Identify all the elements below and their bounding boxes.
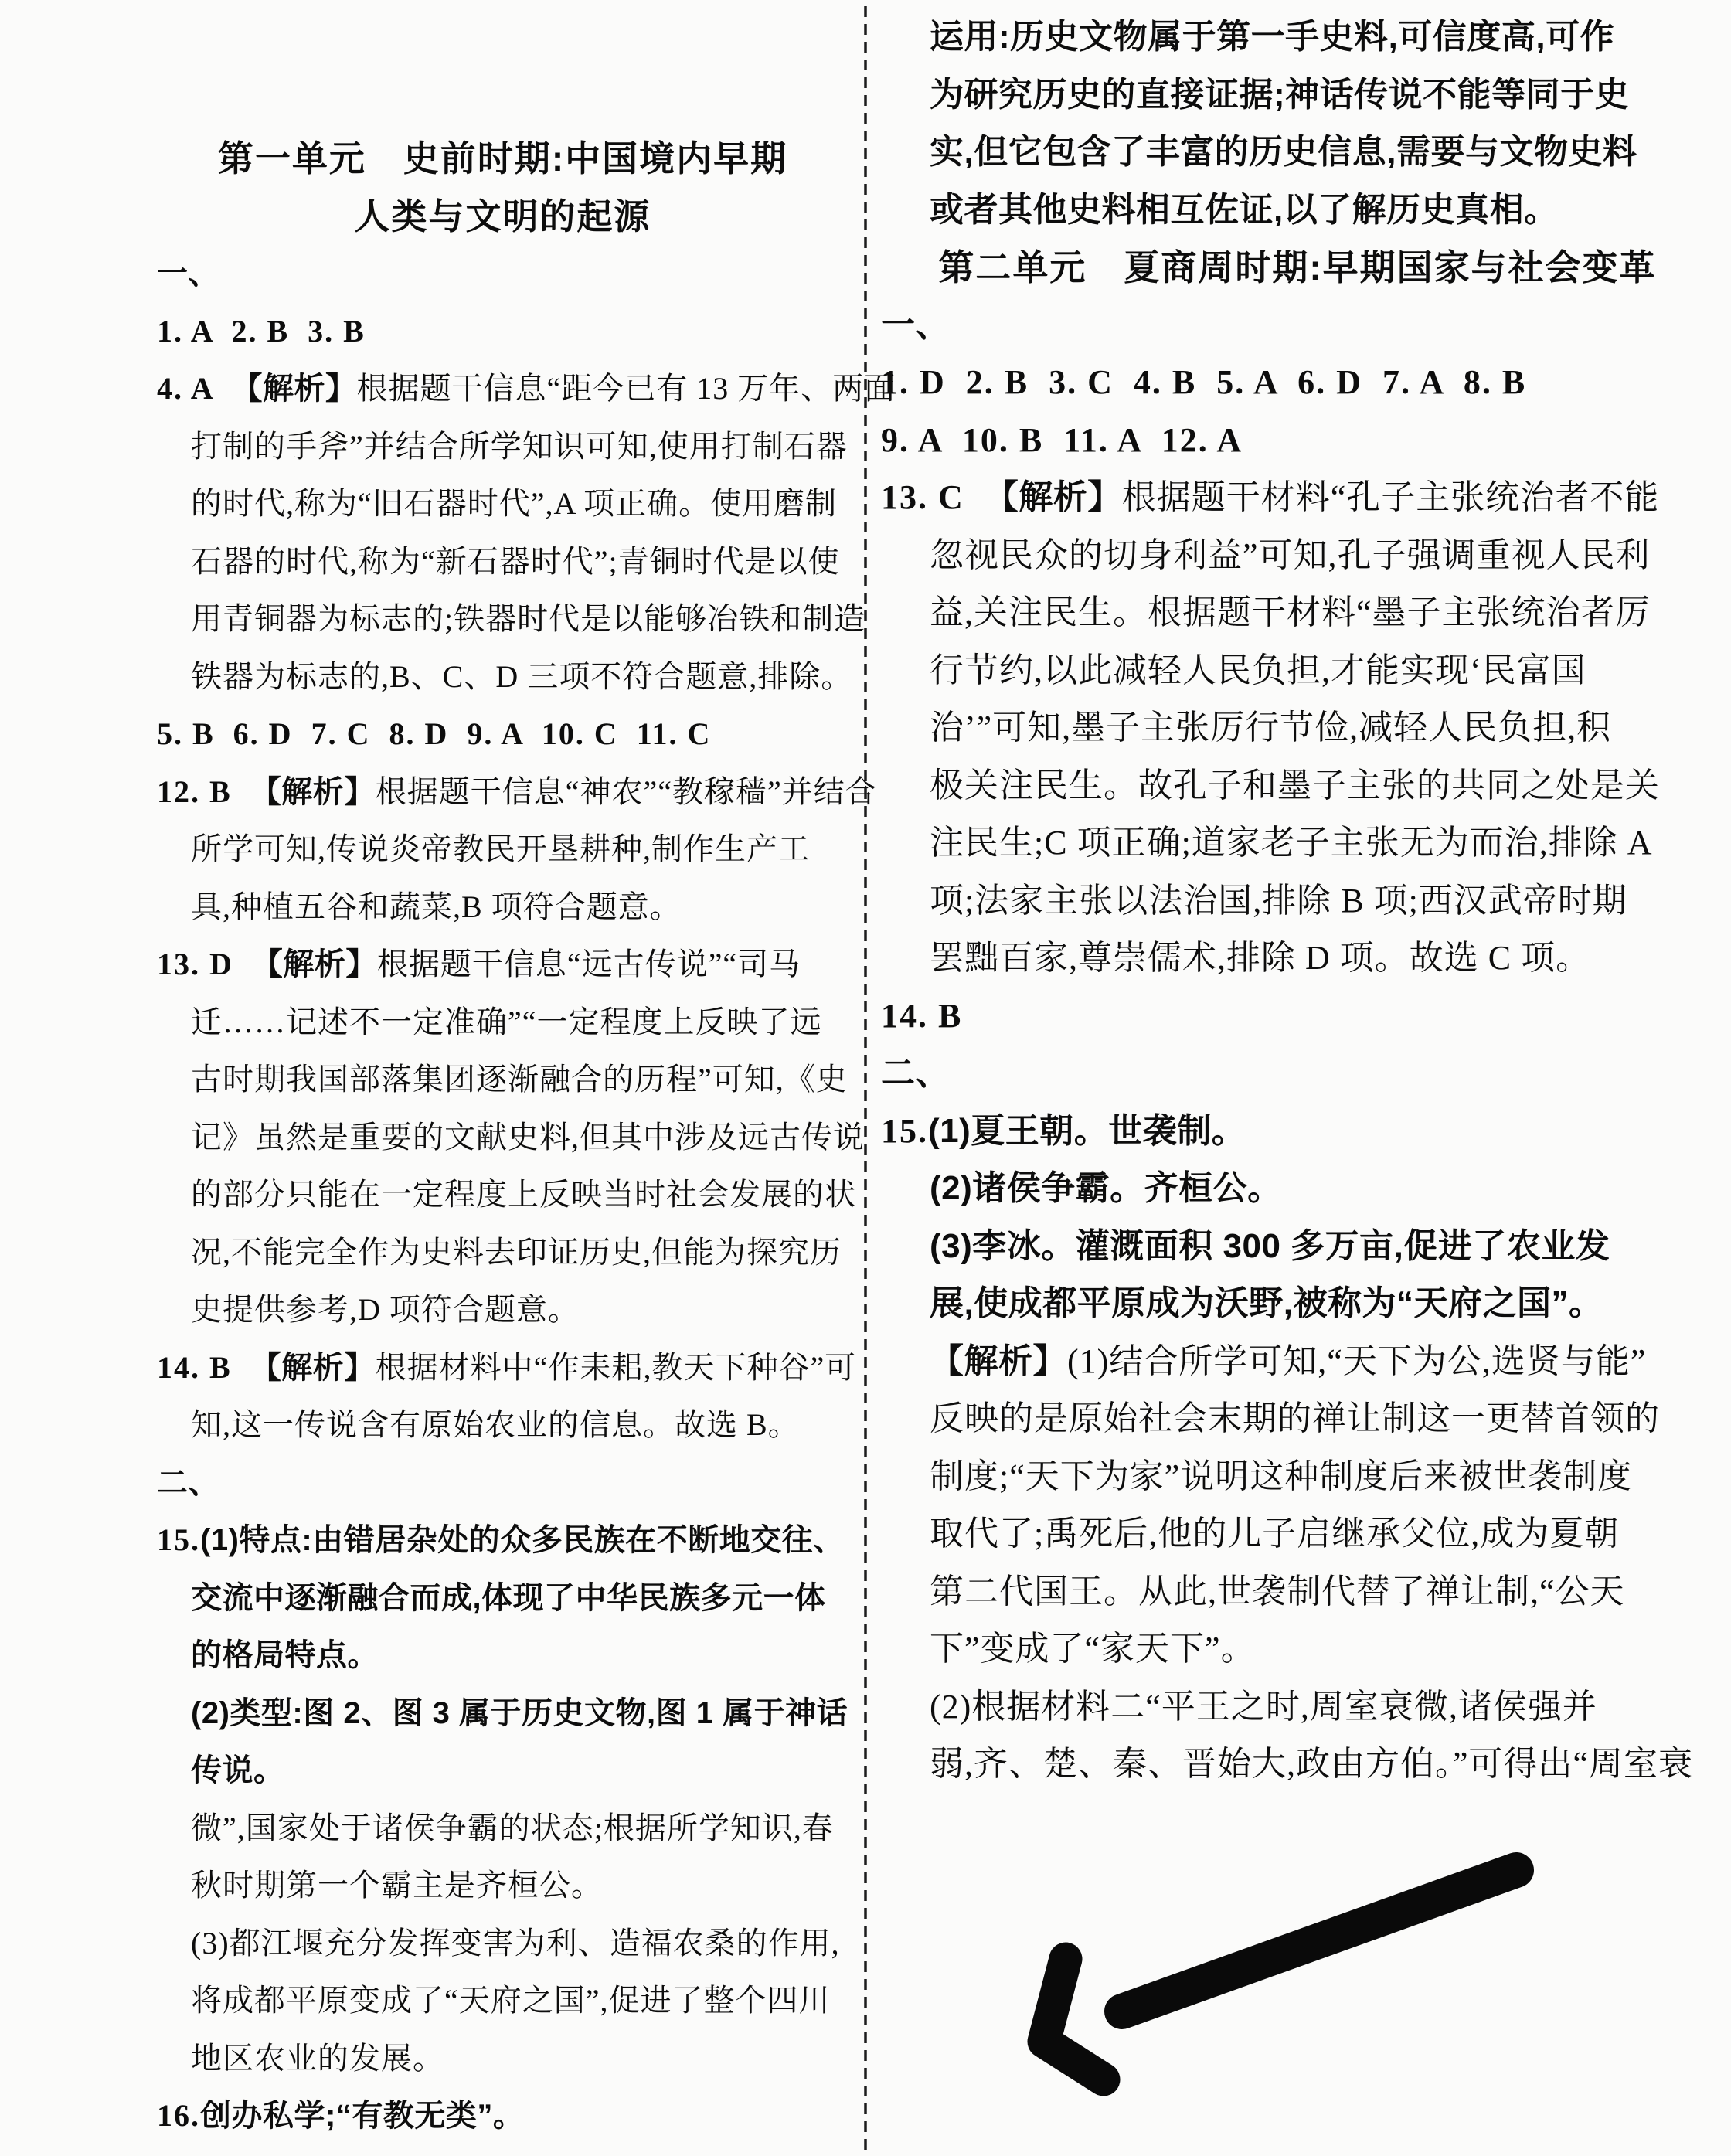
text-run-kai: 根据题干材料“孔子主张统治者不能	[1121, 478, 1660, 516]
text-run-hei: 为研究历史的直接证据;神话传说不能等同于史	[930, 75, 1630, 114]
text-run-hei: (1)特点:由错居杂处的众多民族在不断地交往、	[200, 1523, 845, 1557]
text-run-kai: 治’”可知,墨子主张厉行节俭,减轻人民负担,积	[930, 709, 1612, 746]
text-run-kai: 古时期我国部落集团逐渐融合的历程”可知,《史	[191, 1062, 848, 1097]
text-line	[157, 821, 848, 879]
text-run-kai: 反映的是原始社会末期的禅让制这一更替首领的	[930, 1399, 1660, 1437]
text-line	[157, 1339, 857, 1397]
text-run-kai: 用青铜器为标志的;铁器时代是以能够冶铁和制造	[191, 601, 866, 636]
text-line	[157, 1685, 848, 1743]
text-line	[157, 590, 866, 648]
text-line	[157, 2087, 848, 2145]
text-line	[881, 757, 1714, 815]
text-run-title: 第一单元 史前时期:中国境内早期	[217, 138, 788, 179]
text-line	[157, 1051, 848, 1109]
text-run-hei: 【解析】	[250, 1350, 376, 1385]
text-run-hei: 实,但它包含了丰富的历史信息,需要与文物史料	[930, 133, 1637, 171]
text-run-hei: 传说。	[191, 1753, 285, 1787]
text-run-kai: 打制的手斧”并结合所学知识可知,使用打制石器	[191, 428, 848, 464]
text-run-kai: 弱,齐、楚、秦、晋始大,政由方伯。”可得出“周室衰	[930, 1745, 1694, 1783]
arrow-shaft	[1122, 1870, 1516, 2011]
text-run-num: 14. B	[157, 1349, 250, 1385]
text-line	[157, 360, 896, 418]
text-run-num: 1. D 2. B 3. C 4. B 5. A 6. D 7. A 8. B	[881, 363, 1527, 401]
text-run-num: 12. B	[157, 774, 250, 809]
right-text-column	[881, 0, 1714, 1794]
text-run-kai: 的部分只能在一定程度上反映当时社会发展的状	[191, 1177, 856, 1212]
text-run-kai: 况,不能完全作为史料去印证历史,但能为探究历	[191, 1234, 842, 1270]
text-run-kai: 行节约,以此减轻人民负担,才能实现‘民富国	[930, 651, 1586, 689]
text-line	[157, 1742, 848, 1800]
text-line	[881, 297, 1714, 355]
text-line	[157, 936, 848, 994]
text-line	[881, 1275, 1714, 1333]
unit-title-line	[157, 188, 848, 246]
text-run-hei: 二、	[881, 1054, 950, 1092]
text-line	[157, 648, 853, 706]
text-run-num: 4. A	[157, 371, 232, 406]
text-run-hei: 【解析】	[251, 947, 377, 981]
text-line	[157, 418, 848, 476]
text-line	[881, 1333, 1714, 1391]
text-line	[157, 994, 848, 1052]
text-line	[881, 814, 1714, 872]
text-line	[881, 1045, 1714, 1103]
text-line	[881, 469, 1714, 527]
text-line	[881, 1505, 1714, 1563]
text-run-num: 1. A 2. B 3. B	[157, 313, 366, 349]
text-run-kai: (2)根据材料二“平王之时,周室衰微,诸侯强并	[930, 1687, 1597, 1726]
text-run-kai: 史提供参考,D 项符合题意。	[191, 1292, 580, 1327]
text-run-kai: 秋时期第一个霸主是齐桓公。	[191, 1868, 603, 1903]
text-line	[157, 1569, 848, 1627]
text-line	[157, 879, 848, 937]
text-run-num: 5. B 6. D 7. C 8. D 9. A 10. C 11. C	[157, 716, 712, 751]
text-run-hei: 一、	[157, 257, 219, 291]
text-line	[157, 1109, 865, 1167]
text-run-kai: 地区农业的发展。	[191, 2040, 444, 2076]
text-run-hei: (3)李冰。灌溉面积 300 多万亩,促进了农业发	[930, 1226, 1610, 1265]
text-run-hei: 运用:历史文物属于第一手史料,可信度高,可作	[930, 18, 1615, 56]
text-line	[157, 706, 848, 763]
text-run-kai: 知,这一传说含有原始农业的信息。故选 B。	[191, 1407, 800, 1442]
text-line	[157, 1915, 848, 1973]
text-run-kai: (3)都江堰充分发挥变害为利、造福农桑的作用,	[191, 1925, 840, 1960]
text-line	[881, 9, 1714, 66]
text-run-num: 13. D	[157, 947, 252, 981]
text-run-num: 16.	[157, 2098, 200, 2133]
text-run-title: 第二单元 夏商周时期:早期国家与社会变革	[938, 247, 1657, 287]
text-line	[157, 1396, 848, 1454]
text-line	[157, 1166, 856, 1224]
text-line	[881, 412, 1714, 470]
text-line	[881, 872, 1714, 930]
text-run-hei: 【解析】	[250, 774, 376, 809]
text-run-num: 15.	[881, 1111, 928, 1150]
text-run-hei: 一、	[881, 305, 950, 344]
text-line	[157, 1972, 848, 2030]
text-run-kai: 下”变成了“家天下”。	[930, 1630, 1256, 1668]
text-run-title: 人类与文明的起源	[354, 196, 651, 236]
text-line	[881, 354, 1714, 412]
text-line	[881, 1736, 1714, 1794]
text-line	[881, 930, 1714, 988]
text-line	[881, 1678, 1714, 1736]
text-run-hei: 【解析】	[984, 478, 1122, 516]
text-run-kai: 注民生;C 项正确;道家老子主张无为而治,排除 A	[930, 824, 1653, 862]
text-line	[881, 66, 1714, 124]
text-line	[157, 2030, 848, 2088]
text-line	[157, 1224, 848, 1282]
arrow-icon	[1044, 1870, 1516, 2079]
text-line	[881, 988, 1714, 1046]
text-run-num: 9. A 10. B 11. A 12. A	[881, 420, 1243, 459]
text-run-kai: (1)结合所学可知,“天下为公,选贤与能”	[1067, 1342, 1647, 1380]
text-line	[157, 475, 848, 533]
text-line	[157, 763, 877, 821]
text-run-kai: 益,关注民生。根据题干材料“墨子主张统治者厉	[930, 593, 1651, 631]
left-text-column	[157, 0, 896, 2145]
text-run-kai: 制度;“天下为家”说明这种制度后来被世袭制度	[930, 1457, 1633, 1495]
text-run-kai: 将成都平原变成了“天府之国”,促进了整个四川	[191, 1983, 831, 2018]
text-line	[157, 1454, 848, 1512]
text-run-kai: 所学可知,传说炎帝教民开垦耕种,制作生产工	[191, 831, 810, 866]
text-line	[157, 1627, 848, 1685]
text-run-kai: 根据材料中“作耒耜,教天下种谷”可	[375, 1349, 857, 1385]
text-line	[881, 584, 1714, 642]
text-line	[157, 1512, 848, 1569]
text-run-hei: 创办私学;“有教无类”。	[200, 2099, 525, 2133]
text-run-kai: 的时代,称为“旧石器时代”,A 项正确。使用磨制	[191, 486, 838, 521]
text-line	[157, 533, 848, 591]
text-run-kai: 第二代国王。从此,世袭制代替了禅让制,“公天	[930, 1572, 1625, 1610]
text-run-num: 13. C	[881, 478, 985, 516]
text-run-hei: 交流中逐渐融合而成,体现了中华民族多元一体	[191, 1580, 826, 1615]
text-run-kai: 根据题干信息“远古传说”“司马	[376, 947, 801, 981]
text-run-num: 15.	[157, 1522, 200, 1557]
text-run-kai: 迁……记述不一定准确”“一定程度上反映了远	[191, 1004, 822, 1039]
text-run-kai: 罢黜百家,尊崇儒术,排除 D 项。故选 C 项。	[930, 939, 1591, 977]
text-run-num: 14. B	[881, 996, 963, 1035]
text-line	[157, 303, 848, 361]
text-run-hei: 【解析】	[930, 1342, 1067, 1380]
text-run-hei: (2)诸侯争霸。齐桓公。	[930, 1169, 1282, 1207]
text-run-hei: (1)夏王朝。世袭制。	[928, 1111, 1246, 1150]
text-run-hei: 二、	[157, 1465, 219, 1500]
text-run-kai: 具,种植五谷和蔬菜,B 项符合题意。	[191, 889, 682, 924]
text-run-kai: 记》虽然是重要的文献史料,但其中涉及远古传说	[191, 1119, 865, 1155]
text-line	[881, 527, 1714, 585]
text-run-hei: 或者其他史料相互佐证,以了解历史真相。	[930, 190, 1559, 229]
text-line	[157, 1857, 848, 1915]
text-line	[881, 1103, 1714, 1161]
text-run-hei: 的格局特点。	[191, 1638, 379, 1672]
text-run-kai: 忽视民众的切身利益”可知,孔子强调重视人民利	[930, 536, 1651, 574]
text-line	[881, 1160, 1714, 1218]
text-run-kai: 极关注民生。故孔子和墨子主张的共同之处是关	[930, 766, 1660, 804]
arrow-head	[1044, 1959, 1104, 2079]
text-run-kai: 根据题干信息“神农”“教稼穑”并结合	[375, 774, 877, 809]
text-run-hei: (2)类型:图 2、图 3 属于历史文物,图 1 属于神话	[191, 1695, 848, 1730]
text-line	[157, 1800, 848, 1858]
text-run-kai: 微”,国家处于诸侯争霸的状态;根据所学知识,春	[191, 1810, 834, 1845]
text-run-hei: 【解析】	[231, 372, 357, 406]
text-run-kai: 取代了;禹死后,他的儿子启继承父位,成为夏朝	[930, 1515, 1620, 1552]
text-run-kai: 石器的时代,称为“新石器时代”;青铜时代是以使	[191, 543, 840, 579]
text-line	[881, 642, 1714, 700]
text-run-kai: 铁器为标志的,B、C、D 三项不符合题意,排除。	[191, 658, 853, 694]
unit-title-line	[157, 130, 848, 188]
text-run-kai: 项;法家主张以法治国,排除 B 项;西汉武帝时期	[930, 881, 1627, 920]
text-line	[881, 1390, 1714, 1448]
text-line	[881, 1448, 1714, 1506]
text-line	[881, 124, 1714, 182]
text-line	[157, 1281, 848, 1339]
text-run-kai: 根据题干信息“距今已有 13 万年、两面	[356, 371, 896, 406]
text-line	[881, 1563, 1714, 1621]
text-line	[157, 245, 848, 303]
text-line	[881, 182, 1714, 240]
text-line	[881, 1218, 1714, 1276]
text-line	[881, 699, 1714, 757]
text-line	[881, 1620, 1714, 1678]
unit-title-line	[881, 239, 1714, 297]
text-run-hei: 展,使成都平原成为沃野,被称为“天府之国”。	[930, 1284, 1603, 1322]
